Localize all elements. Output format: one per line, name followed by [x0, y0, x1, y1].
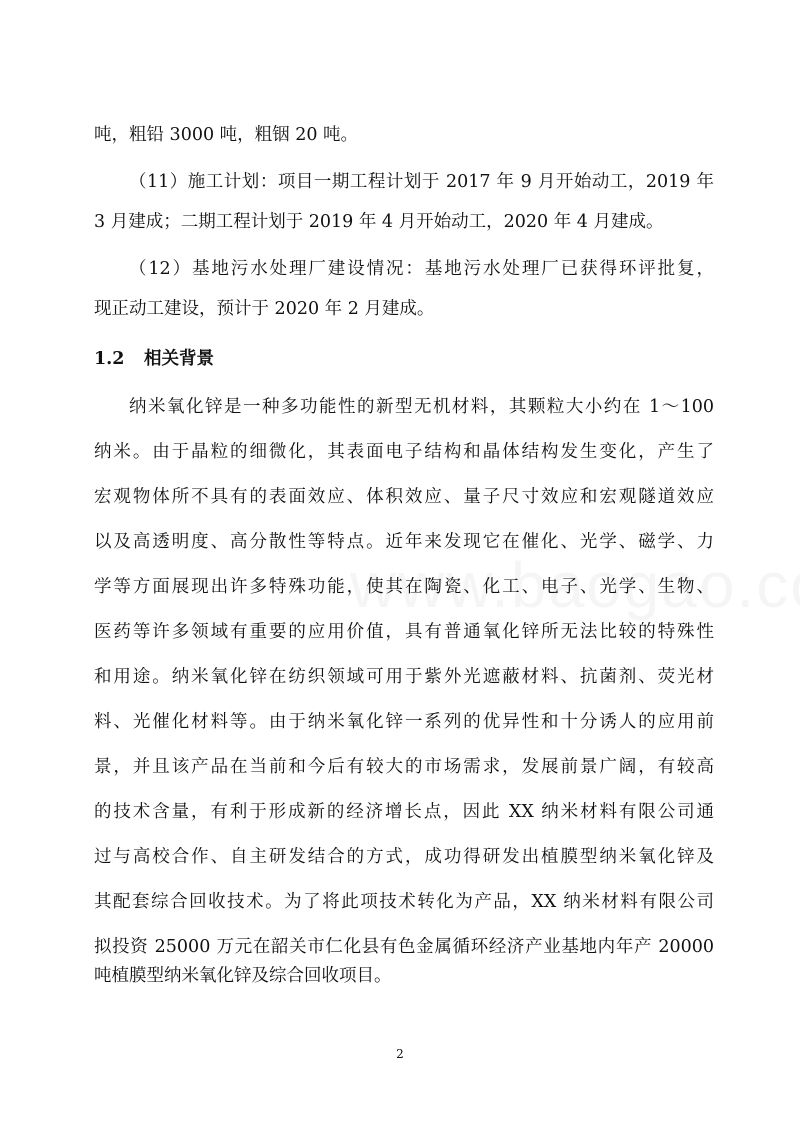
page-number: 2 — [396, 1047, 404, 1061]
text-line: 过与高校合作、自主研发结合的方式，成功得研发出植膜型纳米氧化锌及 — [94, 847, 714, 867]
text-line: 纳米。由于晶粒的细微化，其表面电子结构和晶体结构发生变化，产生了 — [94, 442, 714, 462]
text-line: （12）基地污水处理厂建设情况：基地污水处理厂已获得环评批复， — [129, 259, 714, 279]
text-line: 拟投资 25000 万元在韶关市仁化县有色金属循环经济产业基地内年产 20000 — [94, 937, 714, 957]
text-line: 吨植膜型纳米氧化锌及综合回收项目。 — [94, 966, 392, 986]
text-line: 宏观物体所不具有的表面效应、体积效应、量子尺寸效应和宏观隧道效应 — [94, 487, 714, 507]
text-line: 料、光催化材料等。由于纳米氧化锌一系列的优异性和十分诱人的应用前 — [94, 712, 714, 732]
text-line: 的技术含量，有利于形成新的经济增长点，因此 XX 纳米材料有限公司通 — [94, 802, 714, 822]
text-line: 景，并且该产品在当前和今后有较大的市场需求，发展前景广阔，有较高 — [94, 757, 714, 777]
text-line: 现正动工建设，预计于 2020 年 2 月建成。 — [94, 299, 435, 319]
text-line: 3 月建成；二期工程计划于 2019 年 4 月开始动工，2020 年 4 月建成。 — [94, 212, 664, 232]
text-line: 纳米氧化锌是一种多功能性的新型无机材料，其颗粒大小约在 1～100 — [129, 397, 714, 417]
section-title: 相关背景 — [144, 349, 214, 369]
text-line: 其配套综合回收技术。为了将此项技术转化为产品，XX 纳米材料有限公司 — [94, 892, 714, 912]
text-line: 和用途。纳米氧化锌在纺织领域可用于紫外光遮蔽材料、抗菌剂、荧光材 — [94, 667, 714, 687]
text-line: （11）施工计划：项目一期工程计划于 2017 年 9 月开始动工，2019 年 — [129, 172, 714, 192]
text-line: 以及高透明度、高分散性等特点。近年来发现它在催化、光学、磁学、力 — [94, 532, 714, 552]
text-line: 吨，粗铅 3000 吨，粗铟 20 吨。 — [94, 125, 359, 145]
section-heading — [94, 345, 214, 373]
text-line: 医药等许多领域有重要的应用价值，具有普通氧化锌所无法比较的特殊性 — [94, 622, 714, 642]
section-number: 1.2 — [94, 349, 125, 369]
text-line: 学等方面展现出许多特殊功能，使其在陶瓷、化工、电子、光学、生物、 — [94, 577, 714, 597]
